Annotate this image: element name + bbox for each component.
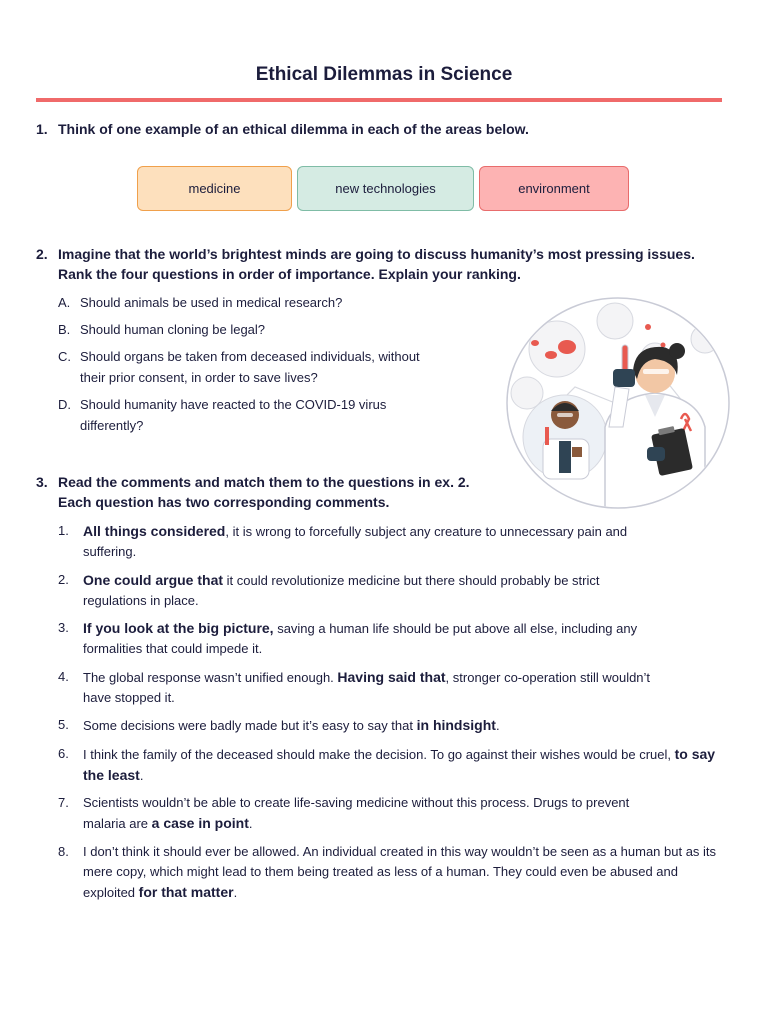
comment-number: 2. [58,571,69,587]
option-text: Should humanity have reacted to the COVID-19 virus differently? [80,397,387,433]
page-title: Ethical Dilemmas in Science [255,64,513,85]
comment-3 [58,618,678,659]
area-chip-medicine: medicine [137,166,292,211]
option-letter: C. [58,349,71,364]
question-2-number: 2. [36,246,48,262]
option-text: Should organs be taken from deceased individuals, without their prior consent, in order to save lives? [80,349,420,385]
area-chip-new-technologies: new technologies [297,166,474,211]
option-c [58,346,420,388]
comment-number: 8. [58,843,69,859]
option-letter: A. [58,295,71,310]
option-b [58,319,458,340]
comment-1 [58,521,678,562]
question-2-options [58,292,458,442]
option-a [58,292,458,313]
comment-text: Some decisions were badly made but it’s easy to say that in hindsight. [83,717,500,733]
comment-number: 5. [58,717,69,732]
comment-number: 7. [58,795,69,810]
comment-number: 4. [58,668,69,684]
comment-phrase: in hindsight [416,717,496,733]
option-text: Should animals be used in medical research? [80,295,343,310]
comment-4 [58,667,678,708]
question-3-text: Read the comments and match them to the questions in ex. 2. Each question has two corresponding comments. [58,474,470,510]
comment-2 [58,570,658,611]
question-3-number: 3. [36,474,48,490]
area-chip-environment: environment [479,166,629,211]
option-d [58,394,398,436]
question-1-text: Think of one example of an ethical dilemma in each of the areas below. [58,121,529,137]
comment-text: I don’t think it should ever be allowed. An individual created in this way wouldn’t be seen as a human but as its mere copy, which might lead to them being treated as less of a human. They could even be abused and exploited for that matter. [83,843,717,900]
comment-text: The global response wasn’t unified enough. Having said that, stronger co-operation still wouldn’t have stopped it. [83,668,651,705]
comment-phrase: for that matter [138,883,234,900]
comment-7 [58,793,673,834]
scientists-illustration-art [505,297,731,509]
comment-text: If you look at the big picture, saving a human life should be put above all else, including any formalities that could impede it. [83,620,638,656]
scientists-illustration [505,297,731,509]
comment-number: 6. [58,745,69,761]
question-3 [36,472,476,512]
comment-6 [58,744,718,786]
question-1-number: 1. [36,121,48,137]
question-2 [36,244,716,284]
comment-list [58,521,718,910]
comment-phrase: All things considered [83,523,226,539]
comment-phrase: to say the least [83,745,716,783]
option-letter: B. [58,322,71,337]
area-chips [137,166,629,211]
comment-phrase: a case in point [151,815,249,831]
comment-phrase: If you look at the big picture, [83,620,274,636]
title-divider [36,98,722,102]
comment-text: All things considered, it is wrong to forcefully subject any creature to unnecessary pain and suffering. [83,523,628,559]
comment-number: 3. [58,620,69,635]
comment-text: I think the family of the deceased should make the decision. To go against their wishes would be cruel, to say the least. [83,745,716,783]
comment-text: One could argue that it could revolutionize medicine but there should probably be strict regulations in place. [83,571,600,608]
comment-phrase: One could argue that [83,571,224,588]
question-1 [36,119,716,139]
comment-number: 1. [58,523,69,538]
comment-8 [58,842,718,903]
comment-phrase: Having said that [337,668,446,685]
comment-text: Scientists wouldn’t be able to create life-saving medicine without this process. Drugs to prevent malaria are a case in point. [83,795,630,831]
option-text: Should human cloning be legal? [80,322,266,337]
comment-5 [58,715,718,736]
option-letter: D. [58,397,71,412]
question-2-text: Imagine that the world’s brightest minds are going to discuss humanity’s most pressing issues. Rank the four questions in order of importance. Explain your ranking. [58,246,695,282]
